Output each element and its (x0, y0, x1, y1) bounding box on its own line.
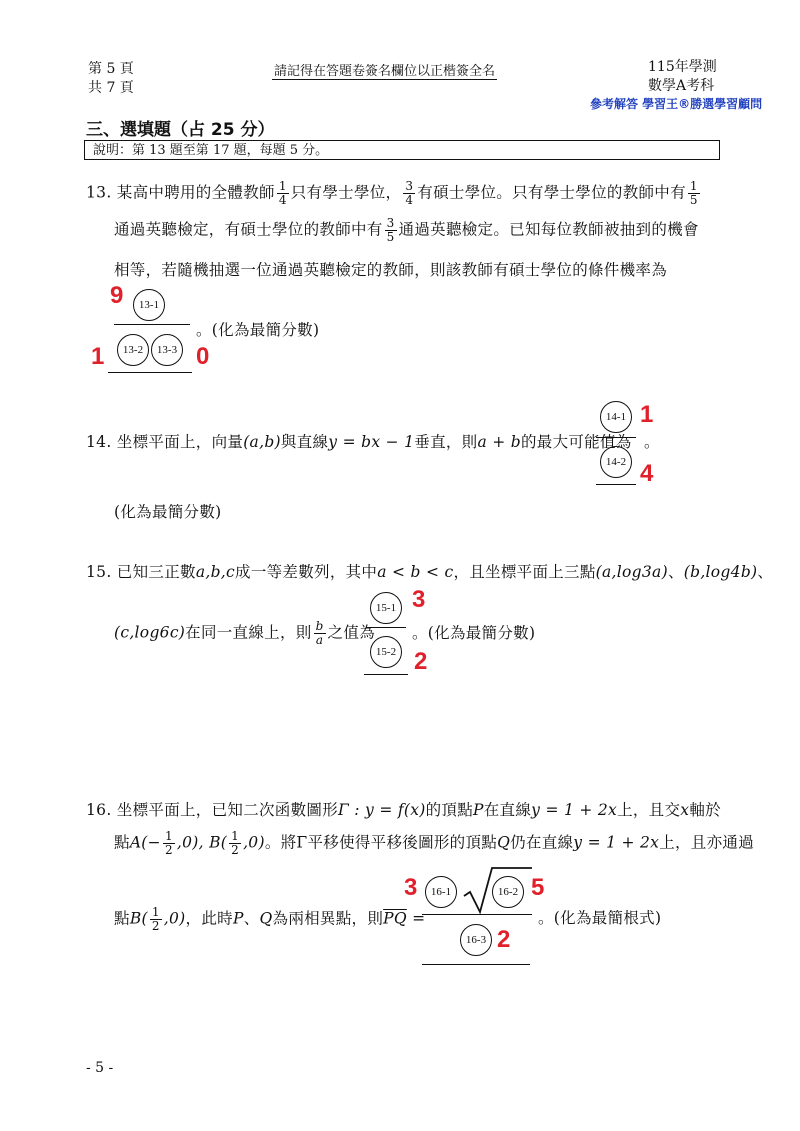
q15-line2 (114, 620, 375, 647)
fraction-bar (596, 437, 636, 438)
answer-box-13-1: 13-1 (133, 289, 165, 321)
q13-line1 (86, 180, 702, 207)
math: (a,b) (243, 433, 281, 451)
fraction-bar (114, 324, 190, 325)
math: P (473, 801, 484, 819)
math: (b,log4b) (683, 563, 758, 581)
math: a < b < c (377, 563, 454, 581)
q13-line2 (114, 217, 699, 244)
handwritten-answer-16-1: 3 (404, 874, 418, 901)
math: a,b,c (195, 563, 236, 581)
math: Q (259, 909, 273, 928)
q14-note: (化為最簡分數) (114, 503, 222, 521)
handwritten-answer-13-1: 9 (110, 282, 124, 309)
q15-tail: 。(化為最簡分數) (412, 624, 536, 642)
q15-text: 之值為 (327, 623, 375, 642)
math: y = 1 + 2x (531, 801, 618, 819)
answer-box-16-1: 16-1 (425, 876, 457, 908)
handwritten-answer-16-2: 5 (531, 874, 545, 901)
underline (422, 964, 530, 965)
math: a + b (477, 433, 521, 451)
math: P (232, 909, 244, 928)
q16-text: 坐標平面上，已知二次函數圖形 (116, 801, 338, 819)
q16-text: ，此時 (185, 909, 233, 928)
math: y = 1 + 2x (573, 833, 660, 852)
q14-text: 坐標平面上，向量 (116, 433, 244, 451)
q13-number: 13. (86, 183, 112, 202)
q14-text: 與直線 (280, 433, 329, 451)
section-title: 三、選填題（占 25 分） (86, 120, 275, 140)
q15-text: 已知三正數 (116, 563, 196, 581)
fraction: $\frac{3}{4}$ (405, 179, 414, 207)
fraction: $\frac{1}{2}$ (231, 829, 240, 857)
math: (a,log3a) (595, 563, 668, 581)
q16-text: 仍在直線 (510, 833, 574, 852)
math: ,0) (243, 833, 265, 852)
math: ,0), B( (176, 833, 228, 852)
handwritten-answer-14-1: 1 (640, 401, 654, 428)
handwritten-answer-15-1: 3 (412, 586, 426, 613)
fraction: $\frac{1}{5}$ (689, 179, 698, 207)
q16-line2 (114, 830, 754, 857)
q16-text: 點 (114, 833, 130, 852)
q15-text: 成一等差數列，其中 (235, 563, 378, 581)
handwritten-answer-15-2: 2 (414, 648, 428, 675)
fraction: $\frac{b}{a}$ (315, 619, 324, 647)
q15-text: 、 (757, 563, 774, 581)
math: Γ : y = f(x) (338, 801, 426, 819)
handwritten-answer-13-2: 1 (91, 343, 105, 370)
q16-line1 (86, 798, 721, 820)
underline (364, 674, 408, 675)
page-label: 第 5 頁 (88, 61, 134, 77)
q13-text: 有碩士學位。只有學士學位的教師中有 (417, 183, 686, 202)
math: $\overline{PQ}$ (383, 909, 407, 928)
math: x (680, 801, 690, 819)
answer-box-14-2: 14-2 (600, 446, 632, 478)
q14-text: 的最大可能值為 (520, 433, 632, 451)
q14-number: 14. (86, 433, 112, 451)
q16-text: 、 (243, 909, 260, 928)
q16-text: 上，且亦通過 (659, 833, 755, 852)
q15-text: 、 (667, 563, 684, 581)
q13-text: 只有學士學位， (290, 183, 402, 202)
q13-text: 某高中聘用的全體教師 (116, 183, 275, 202)
exam-title: 115年學測 (648, 59, 717, 75)
q14-line1 (86, 430, 632, 452)
math: A(− (129, 833, 161, 852)
q16-text: 上，且交 (617, 801, 681, 819)
signature-reminder: 請記得在答題卷簽名欄位以正楷簽全名 (274, 64, 496, 79)
answer-source: 參考解答 學習王®勝選學習顧問 (590, 97, 763, 111)
answer-box-14-1: 14-1 (600, 401, 632, 433)
q16-text: 點 (114, 909, 130, 928)
math: y = bx − 1 (328, 433, 415, 451)
answer-box-13-2: 13-2 (117, 334, 149, 366)
underline (108, 372, 192, 373)
fraction-bar (422, 914, 532, 915)
fraction: $\frac{1}{2}$ (164, 829, 173, 857)
math: (c,log6c) (114, 623, 186, 642)
answer-box-16-2: 16-2 (492, 876, 524, 908)
answer-box-13-3: 13-3 (151, 334, 183, 366)
underline (596, 484, 636, 485)
q14-tail: 。 (644, 433, 660, 451)
math: Q (497, 833, 511, 852)
math: ,0) (163, 909, 186, 928)
q16-text: 。將Γ平移使得平移後圖形的頂點 (264, 833, 498, 852)
subject-label: 數學A考科 (648, 78, 715, 94)
q16-line3 (114, 906, 425, 933)
q13-text: 通過英聽檢定，有碩士學位的教師中有 (114, 220, 383, 239)
handwritten-answer-16-3: 2 (497, 926, 511, 953)
handwritten-answer-13-3: 0 (196, 343, 210, 370)
answer-box-15-2: 15-2 (370, 636, 402, 668)
total-pages-label: 共 7 頁 (88, 80, 134, 96)
q16-text: 為兩相異點，則 (272, 909, 384, 928)
q15-line1 (86, 560, 773, 582)
q16-tail: 。(化為最簡根式) (538, 909, 662, 927)
fraction: $\frac{1}{2}$ (151, 905, 160, 933)
fraction-bar (366, 627, 406, 628)
q13-tail: 。(化為最簡分數) (196, 321, 320, 339)
q15-text: ，且坐標平面上三點 (453, 563, 596, 581)
answer-box-15-1: 15-1 (370, 592, 402, 624)
page-number: - 5 - (86, 1060, 114, 1076)
fraction: $\frac{1}{4}$ (278, 179, 287, 207)
q14-text: 垂直，則 (414, 433, 478, 451)
q16-text: 的頂點 (425, 801, 474, 819)
fraction: $\frac{3}{5}$ (386, 216, 395, 244)
q16-number: 16. (86, 801, 112, 819)
q13-text: 通過英聽檢定。已知每位教師被抽到的機會 (398, 220, 699, 239)
answer-box-16-3: 16-3 (460, 924, 492, 956)
q16-text: = (406, 909, 426, 928)
q15-text: 在同一直線上，則 (185, 623, 312, 642)
math: B( (129, 909, 148, 928)
q13-line3: 相等，若隨機抽選一位通過英聽檢定的教師，則該教師有碩士學位的條件機率為 (114, 261, 668, 279)
q16-text: 軸於 (689, 801, 721, 819)
q15-number: 15. (86, 563, 112, 581)
q16-text: 在直線 (483, 801, 532, 819)
section-note: 說明：第 13 題至第 17 題，每題 5 分。 (84, 140, 720, 160)
handwritten-answer-14-2: 4 (640, 460, 654, 487)
